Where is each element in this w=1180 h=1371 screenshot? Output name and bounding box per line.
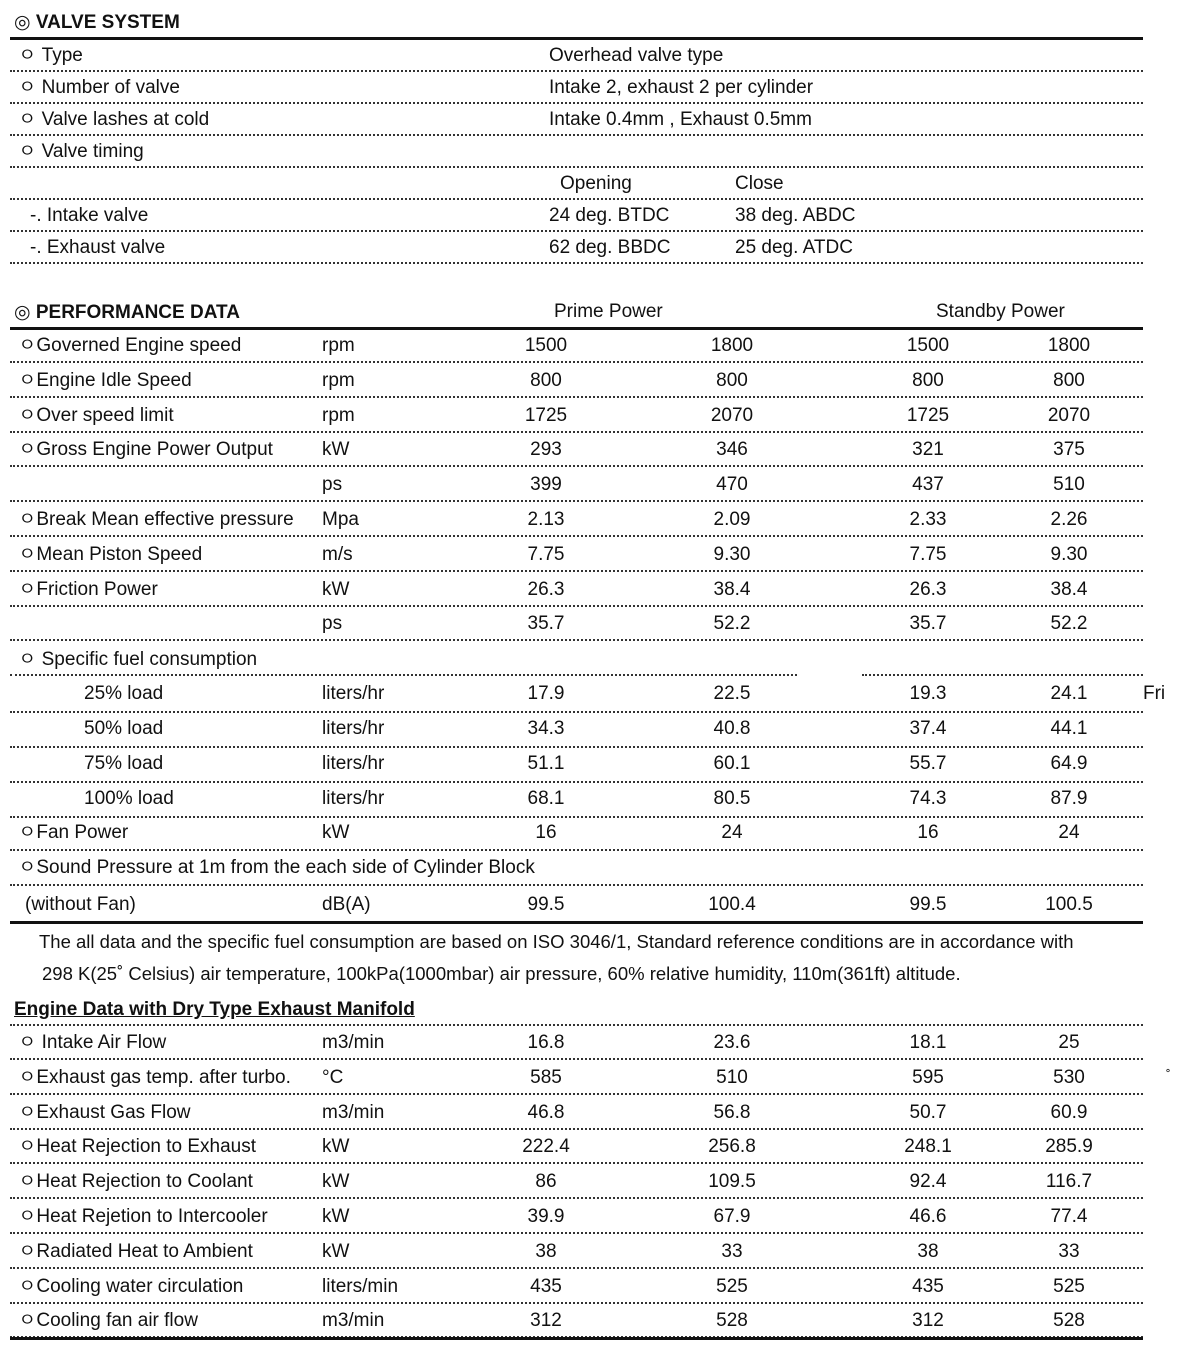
performance-value-standby-1500: 321	[912, 439, 944, 461]
performance-value-standby-1500: 437	[912, 474, 944, 496]
performance-value-standby-1800: 1800	[1047, 335, 1091, 356]
row-divider	[10, 1162, 1143, 1164]
performance-unit: rpm	[322, 404, 355, 426]
engine-data-label: ㅇExhaust gas temp. after turbo.	[18, 1066, 291, 1088]
engine-data-value-prime-1500: 38	[535, 1240, 557, 1262]
sfc-value-standby-1800: 64.9	[1050, 753, 1088, 774]
row-divider	[10, 230, 1143, 232]
engine-data-value-prime-1800: 67.9	[713, 1206, 751, 1227]
engine-data-value-prime-1800: 525	[716, 1275, 748, 1297]
row-divider	[10, 262, 1143, 264]
performance-value-standby-1500: 2.33	[909, 509, 947, 530]
row-divider	[10, 674, 797, 676]
edge-mark: ˚	[1166, 1067, 1171, 1083]
row-divider	[10, 1128, 1143, 1130]
row-divider	[10, 465, 1143, 467]
row-divider	[10, 1093, 1143, 1095]
row-divider	[10, 102, 1143, 104]
performance-value-standby-1800: 510	[1053, 474, 1085, 496]
performance-label: ㅇGoverned Engine speed	[18, 335, 242, 356]
fan-power-prime-1800: 24	[721, 822, 743, 843]
row-divider	[10, 431, 1143, 433]
engine-data-label: ㅇExhaust Gas Flow	[18, 1101, 191, 1123]
performance-label: ㅇFriction Power	[18, 578, 158, 600]
engine-data-value-standby-1800: 528	[1053, 1310, 1085, 1332]
exhaust-valve-close: 25 deg. ATDC	[735, 237, 853, 258]
row-divider	[10, 1058, 1143, 1060]
sfc-label: 75% load	[84, 753, 164, 774]
valve-system-title: ◎ VALVE SYSTEM	[14, 12, 180, 33]
performance-unit: kW	[322, 578, 350, 600]
engine-data-unit: kW	[322, 1171, 350, 1193]
fan-power-standby-1800: 24	[1058, 822, 1080, 843]
engine-data-value-prime-1800: 56.8	[713, 1101, 751, 1123]
engine-data-label: ㅇHeat Rejection to Coolant	[18, 1171, 253, 1193]
row-divider	[10, 711, 1143, 713]
performance-value-standby-1800: 375	[1053, 439, 1085, 461]
sfc-value-prime-1800: 40.8	[713, 718, 751, 739]
engine-data-value-prime-1800: 528	[716, 1310, 748, 1332]
engine-data-unit: kW	[322, 1240, 350, 1262]
engine-data-value-standby-1500: 38	[917, 1240, 939, 1262]
performance-label: ㅇGross Engine Power Output	[18, 439, 273, 461]
engine-data-value-prime-1500: 585	[530, 1066, 562, 1088]
performance-value-prime-1800: 38.4	[713, 578, 751, 600]
engine-data-value-prime-1500: 435	[530, 1275, 562, 1297]
engine-data-value-standby-1500: 50.7	[909, 1101, 947, 1123]
sound-unit: dB(A)	[322, 894, 371, 915]
note-line-2: 298 K(25˚ Celsius) air temperature, 100kPa(1000mbar) air pressure, 60% relative humidity, 110m(361ft) altitude.	[42, 963, 961, 984]
performance-unit: Mpa	[322, 509, 359, 530]
engine-data-value-standby-1500: 92.4	[909, 1171, 947, 1193]
engine-data-value-standby-1800: 25	[1058, 1032, 1080, 1053]
engine-data-value-standby-1500: 46.6	[909, 1206, 947, 1227]
performance-label: ㅇBreak Mean effective pressure	[18, 509, 294, 530]
performance-value-prime-1500: 1500	[524, 335, 568, 356]
valve-type-value: Overhead valve type	[549, 45, 724, 66]
engine-data-value-prime-1500: 312	[530, 1310, 562, 1332]
engine-data-label: ㅇCooling water circulation	[18, 1275, 244, 1297]
performance-value-standby-1500: 7.75	[909, 543, 947, 565]
engine-data-value-standby-1800: 285.9	[1045, 1136, 1093, 1158]
performance-value-standby-1800: 52.2	[1050, 613, 1088, 635]
fan-power-label: ㅇFan Power	[18, 822, 129, 843]
row-divider	[10, 70, 1143, 72]
row-divider	[10, 500, 1143, 502]
sound-standby-1800: 100.5	[1045, 894, 1093, 915]
fan-power-standby-1500: 16	[917, 822, 939, 843]
performance-label: ㅇOver speed limit	[18, 404, 174, 426]
performance-value-prime-1800: 800	[716, 369, 748, 391]
sound-prime-1500: 99.5	[527, 894, 565, 915]
performance-label: ㅇMean Piston Speed	[18, 543, 203, 565]
performance-value-prime-1500: 399	[530, 474, 562, 496]
standby-power-header: Standby Power	[936, 301, 1065, 322]
sfc-value-standby-1500: 19.3	[909, 683, 947, 704]
valve-lash-value: Intake 0.4mm , Exhaust 0.5mm	[549, 109, 812, 130]
performance-unit: ps	[322, 613, 343, 635]
exhaust-valve-opening: 62 deg. BBDC	[549, 237, 671, 258]
performance-value-prime-1800: 346	[716, 439, 748, 461]
row-divider	[10, 361, 1143, 363]
exhaust-valve-label: -. Exhaust valve	[30, 237, 166, 258]
sfc-unit: liters/hr	[322, 718, 385, 739]
engine-data-unit: m3/min	[322, 1101, 385, 1123]
valve-number-label: ㅇ Number of valve	[18, 77, 180, 98]
timing-opening-header: Opening	[560, 173, 632, 194]
row-divider	[10, 1267, 1143, 1269]
engine-data-value-standby-1800: 60.9	[1050, 1101, 1088, 1123]
row-divider	[10, 1302, 1143, 1304]
sound-standby-1500: 99.5	[909, 894, 947, 915]
engine-end-rule	[10, 1337, 1143, 1340]
valve-type-label: ㅇ Type	[18, 45, 83, 66]
row-divider	[10, 816, 1143, 818]
performance-value-standby-1500: 1500	[906, 335, 950, 356]
performance-value-prime-1500: 7.75	[527, 543, 565, 565]
engine-data-value-standby-1800: 525	[1053, 1275, 1085, 1297]
engine-data-value-prime-1800: 109.5	[708, 1171, 756, 1193]
sfc-value-standby-1500: 74.3	[909, 788, 947, 809]
valve-number-value: Intake 2, exhaust 2 per cylinder	[549, 77, 814, 98]
sfc-label: 50% load	[84, 718, 164, 739]
performance-value-standby-1800: 2070	[1047, 404, 1091, 426]
performance-value-prime-1500: 35.7	[527, 613, 565, 635]
performance-title: ◎ PERFORMANCE DATA	[14, 302, 240, 323]
row-divider	[10, 134, 1143, 136]
prime-power-header: Prime Power	[554, 301, 663, 322]
row-divider	[10, 166, 1143, 168]
engine-data-unit: m3/min	[322, 1310, 385, 1332]
sound-without-fan-label: (without Fan)	[25, 894, 136, 915]
engine-data-value-standby-1500: 248.1	[904, 1136, 952, 1158]
engine-data-value-prime-1800: 256.8	[708, 1136, 756, 1158]
performance-value-prime-1500: 800	[530, 369, 562, 391]
performance-unit: kW	[322, 439, 350, 461]
engine-data-value-prime-1500: 16.8	[527, 1032, 565, 1053]
engine-data-value-standby-1500: 435	[912, 1275, 944, 1297]
performance-value-standby-1800: 9.30	[1050, 543, 1088, 565]
sfc-value-prime-1800: 80.5	[713, 788, 751, 809]
edge-text-fragment: Fri	[1143, 683, 1166, 704]
sfc-value-prime-1800: 60.1	[713, 753, 751, 774]
sfc-value-standby-1800: 24.1	[1050, 683, 1088, 704]
sfc-unit: liters/hr	[322, 683, 385, 704]
sfc-value-prime-1800: 22.5	[713, 683, 751, 704]
performance-value-standby-1500: 1725	[906, 404, 950, 426]
fan-power-prime-1500: 16	[535, 822, 557, 843]
sfc-label: 25% load	[84, 683, 164, 704]
sfc-unit: liters/hr	[322, 788, 385, 809]
performance-unit: ps	[322, 474, 343, 496]
row-divider	[10, 884, 1143, 886]
engine-data-unit: kW	[322, 1206, 350, 1227]
engine-data-label: ㅇRadiated Heat to Ambient	[18, 1240, 253, 1262]
engine-data-unit: liters/min	[322, 1275, 399, 1297]
sfc-value-standby-1500: 37.4	[909, 718, 947, 739]
performance-value-prime-1800: 1800	[710, 335, 754, 356]
sfc-value-prime-1500: 17.9	[527, 683, 565, 704]
engine-data-value-standby-1500: 18.1	[909, 1032, 947, 1053]
performance-label: ㅇEngine Idle Speed	[18, 369, 192, 391]
sfc-label: ㅇ Specific fuel consumption	[18, 649, 258, 670]
sound-pressure-label: ㅇSound Pressure at 1m from the each side of Cylinder Block	[18, 857, 535, 878]
engine-data-value-prime-1500: 86	[535, 1171, 557, 1193]
performance-value-standby-1800: 800	[1053, 369, 1085, 391]
note-line-1-container	[39, 933, 1180, 957]
engine-data-value-prime-1500: 222.4	[522, 1136, 570, 1158]
row-divider	[10, 605, 1143, 607]
performance-header-rule	[10, 327, 1143, 330]
row-divider	[862, 674, 1143, 676]
engine-data-unit: °C	[322, 1066, 344, 1088]
engine-data-value-standby-1800: 77.4	[1050, 1206, 1088, 1227]
engine-data-label: ㅇCooling fan air flow	[18, 1310, 198, 1332]
engine-data-value-standby-1800: 116.7	[1045, 1171, 1093, 1193]
sfc-label: 100% load	[84, 788, 174, 809]
timing-close-header: Close	[735, 173, 784, 194]
sfc-value-standby-1800: 44.1	[1050, 718, 1088, 739]
row-divider	[10, 639, 1143, 641]
performance-value-standby-1500: 800	[912, 369, 944, 391]
row-divider	[10, 746, 1143, 748]
intake-valve-close: 38 deg. ABDC	[735, 205, 856, 226]
sfc-value-prime-1500: 34.3	[527, 718, 565, 739]
performance-value-standby-1800: 2.26	[1050, 509, 1088, 530]
intake-valve-opening: 24 deg. BTDC	[549, 205, 670, 226]
performance-value-prime-1800: 470	[716, 474, 748, 496]
row-divider	[10, 849, 1143, 851]
sfc-value-standby-1800: 87.9	[1050, 788, 1088, 809]
performance-end-rule	[10, 921, 1143, 924]
engine-data-value-standby-1500: 312	[912, 1310, 944, 1332]
engine-data-label: ㅇ Intake Air Flow	[18, 1032, 167, 1053]
performance-unit: rpm	[322, 369, 355, 391]
engine-data-value-prime-1800: 23.6	[713, 1032, 751, 1053]
sfc-value-prime-1500: 68.1	[527, 788, 565, 809]
engine-data-value-prime-1800: 33	[721, 1240, 743, 1262]
sfc-value-standby-1500: 55.7	[909, 753, 947, 774]
row-divider	[10, 198, 1143, 200]
row-divider	[10, 1197, 1143, 1199]
engine-data-value-standby-1800: 530	[1053, 1066, 1085, 1088]
valve-lash-label: ㅇ Valve lashes at cold	[18, 109, 210, 130]
sfc-value-prime-1500: 51.1	[527, 753, 565, 774]
row-divider	[10, 396, 1143, 398]
performance-unit: m/s	[322, 543, 353, 565]
engine-data-value-standby-1500: 595	[912, 1066, 944, 1088]
performance-value-standby-1500: 26.3	[909, 578, 947, 600]
row-divider	[10, 535, 1143, 537]
engine-data-label: ㅇHeat Rejetion to Intercooler	[18, 1206, 268, 1227]
row-divider	[10, 1232, 1143, 1234]
engine-data-value-standby-1800: 33	[1058, 1240, 1080, 1262]
performance-value-prime-1800: 2070	[710, 404, 754, 426]
performance-value-prime-1800: 52.2	[713, 613, 751, 635]
intake-valve-label: -. Intake valve	[30, 205, 149, 226]
performance-value-prime-1500: 2.13	[527, 509, 565, 530]
fan-power-unit: kW	[322, 822, 350, 843]
performance-value-prime-1500: 293	[530, 439, 562, 461]
row-divider	[10, 570, 1143, 572]
performance-unit: rpm	[322, 335, 355, 356]
engine-data-unit: kW	[322, 1136, 350, 1158]
performance-value-prime-1500: 26.3	[527, 578, 565, 600]
valve-timing-label: ㅇ Valve timing	[18, 141, 144, 162]
sfc-unit: liters/hr	[322, 753, 385, 774]
performance-value-prime-1800: 9.30	[713, 543, 751, 565]
sound-prime-1800: 100.4	[708, 894, 756, 915]
engine-data-value-prime-1500: 46.8	[527, 1101, 565, 1123]
row-divider	[10, 781, 1143, 783]
valve-header-rule	[10, 37, 1143, 40]
engine-data-label: ㅇHeat Rejection to Exhaust	[18, 1136, 257, 1158]
performance-value-prime-1500: 1725	[524, 404, 568, 426]
engine-data-value-prime-1500: 39.9	[527, 1206, 565, 1227]
engine-data-unit: m3/min	[322, 1032, 385, 1053]
performance-value-prime-1800: 2.09	[713, 509, 751, 530]
row-divider	[10, 1024, 1143, 1026]
performance-value-standby-1800: 38.4	[1050, 578, 1088, 600]
engine-data-value-prime-1800: 510	[716, 1066, 748, 1088]
note-line-1: The all data and the specific fuel consumption are based on ISO 3046/1, Standard reference conditions are in accordance with	[39, 933, 1074, 952]
engine-data-title: Engine Data with Dry Type Exhaust Manifold	[14, 999, 415, 1020]
performance-value-standby-1500: 35.7	[909, 613, 947, 635]
